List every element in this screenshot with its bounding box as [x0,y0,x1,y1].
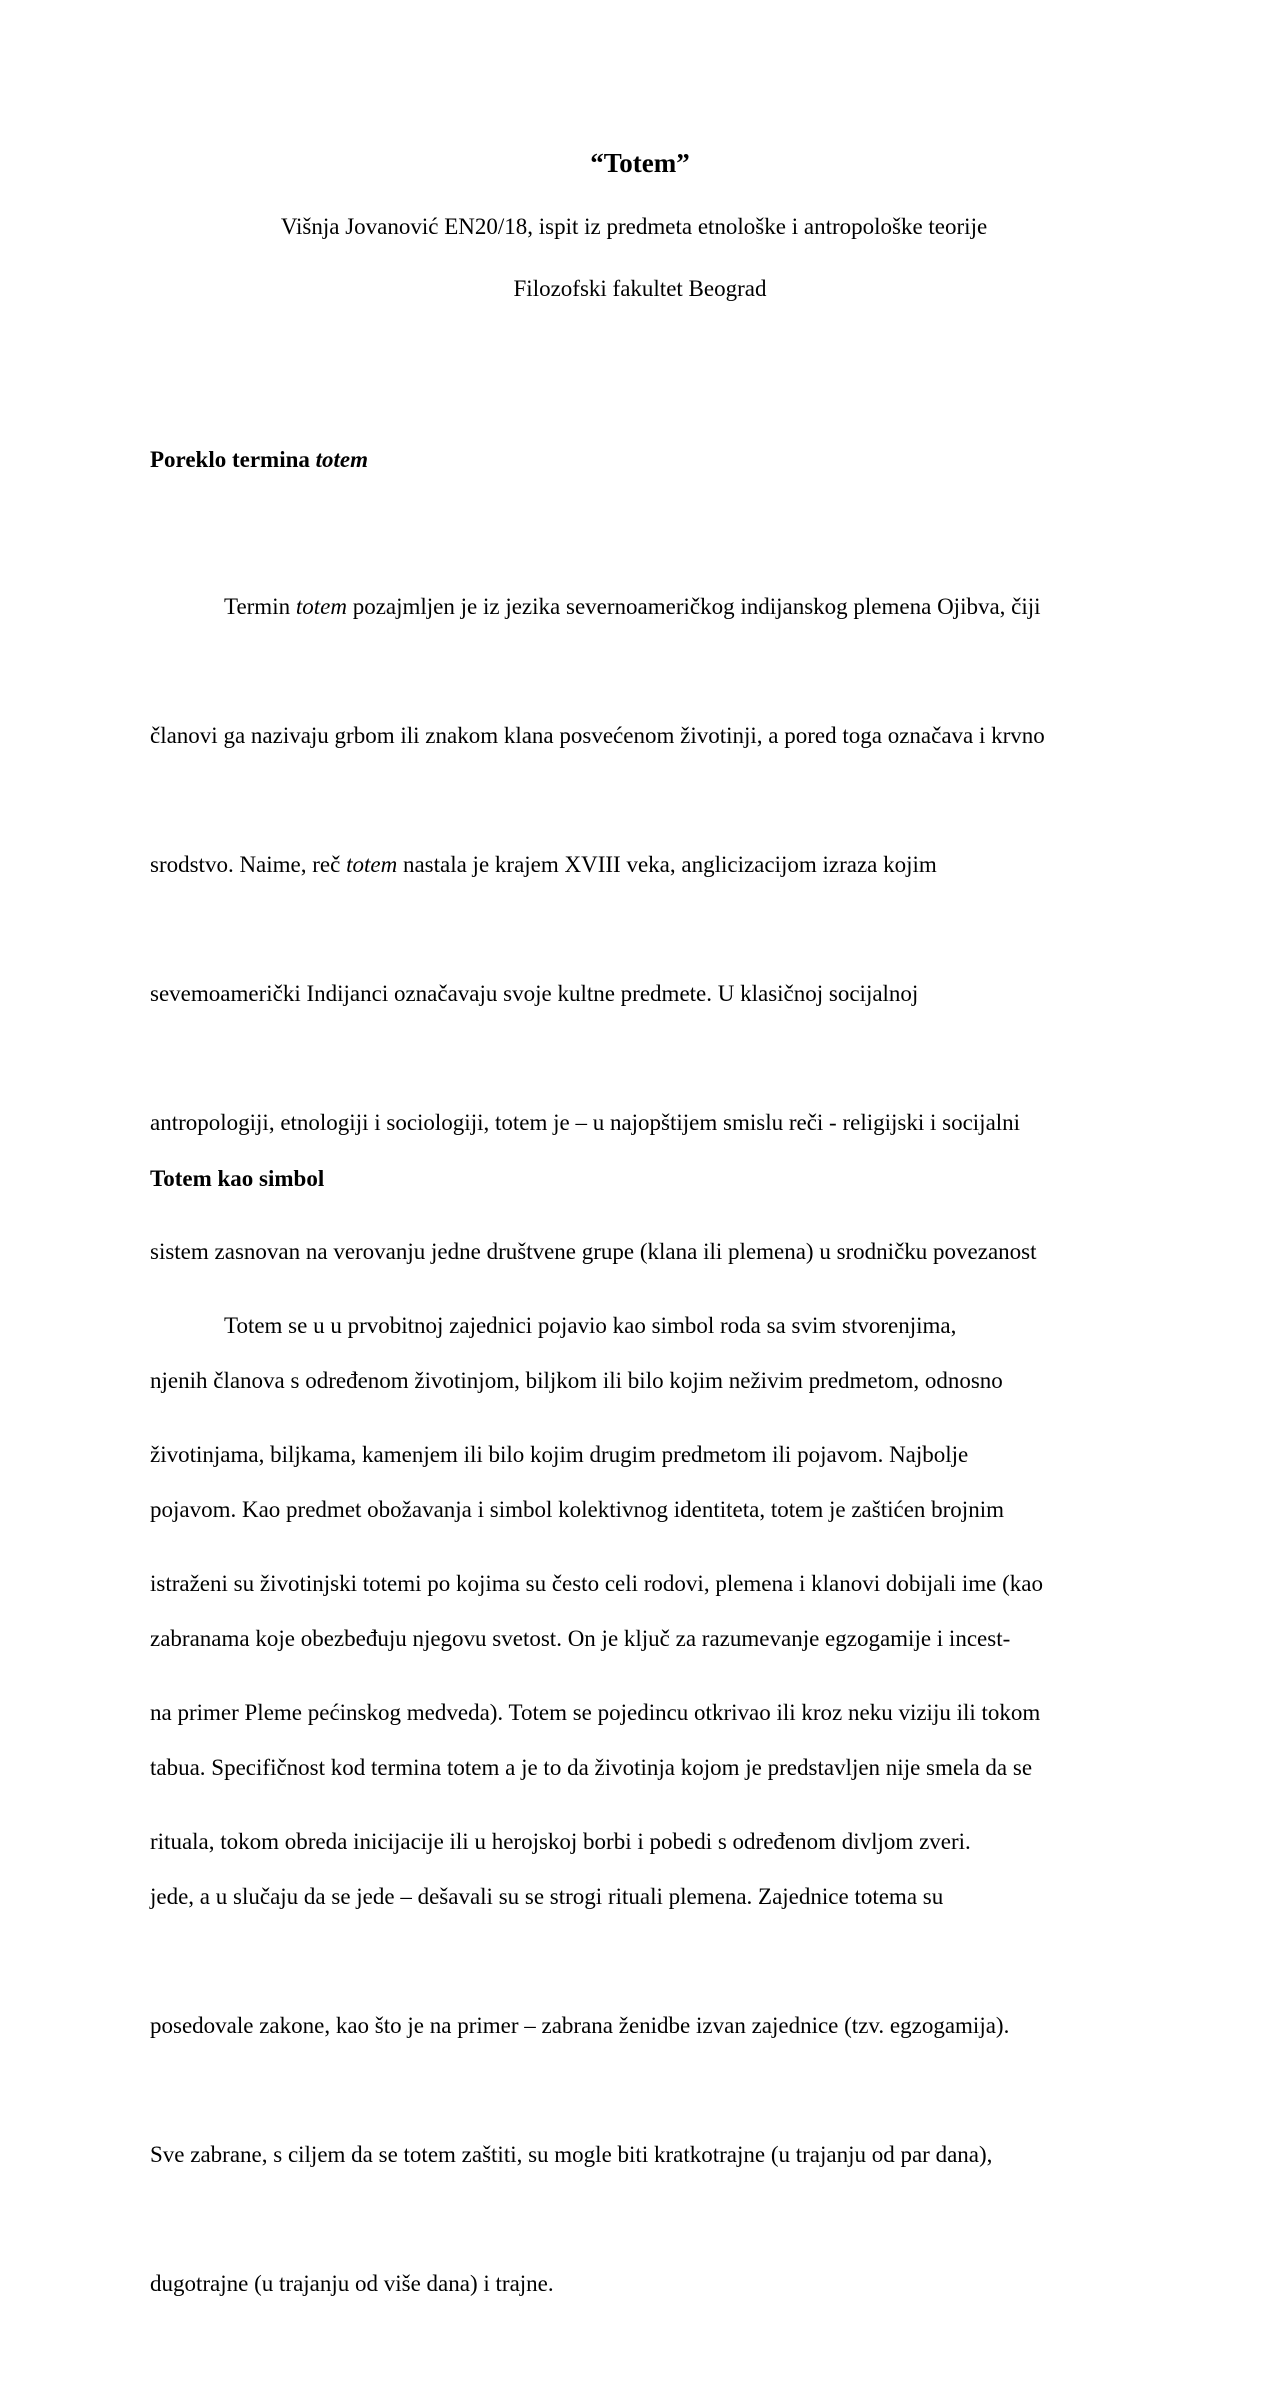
paragraph-line: sistem zasnovan na verovanju jedne društvene grupe (klana ili plemena) u srodničku povezanost [150,1239,1037,1264]
paragraph-line: sevemoamerički Indijanci označavaju svoje kultne predmete. U klasičnoj socijalnoj [150,981,919,1006]
italic-term: totem [295,594,347,619]
document-title: “Totem” [590,148,690,178]
paragraph-line: antropologiji, etnologiji i sociologiji, totem je – u najopštijem smislu reči - religijski i socijalni [150,1110,1021,1135]
paragraph-line: istraženi su životinjski totemi po kojima su često celi rodovi, plemena i klanovi dobijali ime (kao [150,1571,1043,1596]
paragraph-line: dugotrajne (u trajanju od više dana) i trajne. [150,2271,554,2296]
italic-term: totem [346,852,398,877]
paragraph-line: članovi ga nazivaju grbom ili znakom klana posvećenom životinji, a pored toga označava i krvno [150,723,1045,748]
paragraph-line: Sve zabrane, s ciljem da se totem zaštiti, su mogle biti kratkotrajne (u trajanju od par dana), [150,2142,993,2167]
paragraph-line: zabranama koje obezbeđuju njegovu svetost. On je ključ za razumevanje egzogamije i incest- [150,1626,1011,1651]
paragraph-line: Totem se u u prvobitnoj zajednici pojavio kao simbol roda sa svim stvorenjima, [224,1313,957,1338]
paragraph-line: životinjama, biljkama, kamenjem ili bilo kojim drugim predmetom ili pojavom. Najbolje [150,1442,969,1467]
section-heading-origin [150,447,368,473]
paragraph-line: jede, a u slučaju da se jede – dešavali su se strogi rituali plemena. Zajednice totema su [150,1884,944,1909]
paragraph-symbol [150,1218,1043,1949]
author-line: Višnja Jovanović EN20/18, ispit iz predmeta etnološke i antropološke teorije [280,214,988,239]
paragraph-line: tabua. Specifičnost kod termina totem a je to da životinja kojom je predstavljen nije smela da se [150,1755,1033,1780]
paragraph-line: na primer Pleme pećinskog medveda). Totem se pojedincu otkrivao ili kroz neku viziju ili tokom [150,1700,1041,1725]
section-heading-symbol: Totem kao simbol [150,1166,325,1191]
paragraph-line: srodstvo. Naime, reč totem nastala je krajem XVIII veka, anglicizacijom izraza kojim [150,852,937,877]
paragraph-line: njenih članova s određenom životinjom, biljkom ili bilo kojim neživim predmetom, odnosno [150,1368,1003,1393]
heading-text: Poreklo termina [150,447,316,472]
paragraph-line: pojavom. Kao predmet obožavanja i simbol kolektivnog identiteta, totem je zaštićen brojnim [150,1497,1004,1522]
paragraph-line: posedovale zakone, kao što je na primer – zabrana ženidbe izvan zajednice (tzv. egzogamija). [150,2013,1010,2038]
institution-line: Filozofski fakultet Beograd [513,276,767,301]
paragraph-line: Termin totem pozajmljen je iz jezika severnoameričkog indijanskog plemena Ojibva, čiji [224,594,1041,619]
paragraph-line: rituala, tokom obreda inicijacije ili u herojskoj borbi i pobedi s određenom divljom zveri. [150,1829,971,1854]
heading-italic-term: totem [315,447,369,472]
